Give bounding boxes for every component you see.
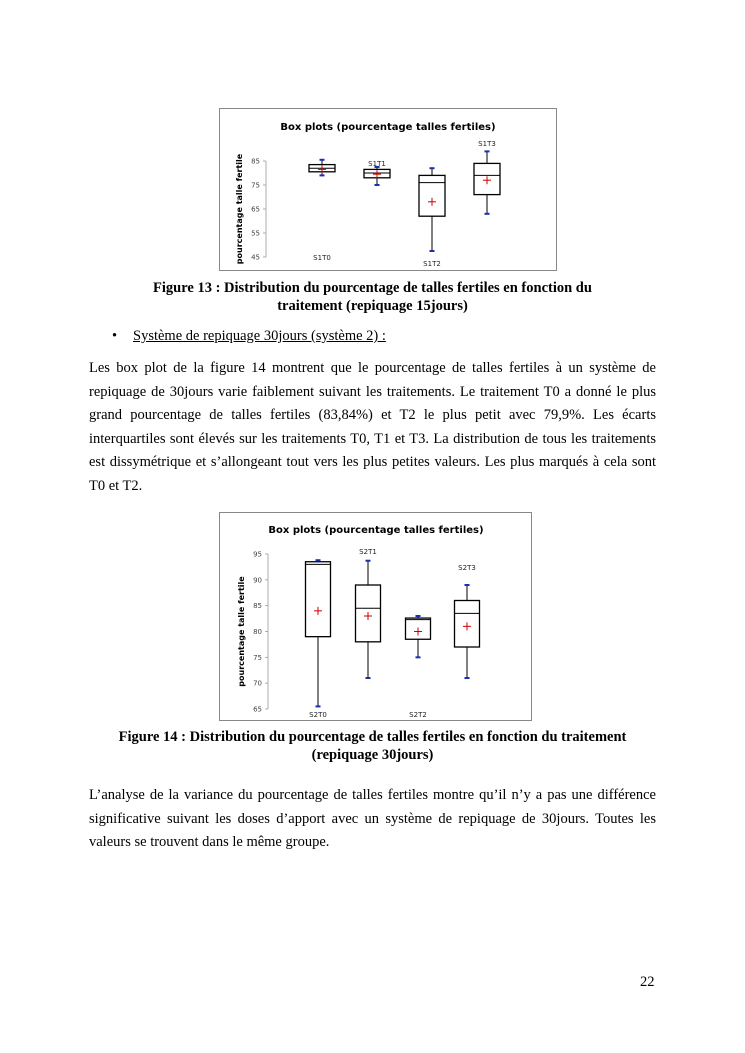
y-tick-label: 65 bbox=[253, 705, 262, 714]
series-label: S2T2 bbox=[409, 711, 427, 719]
y-tick-label: 65 bbox=[251, 205, 260, 214]
series-label: S1T1 bbox=[368, 160, 386, 168]
series-label: S2T3 bbox=[458, 564, 476, 572]
y-tick-label: 90 bbox=[253, 576, 262, 585]
series-label: S1T3 bbox=[478, 140, 496, 148]
series-label: S2T1 bbox=[359, 548, 377, 556]
section-heading: Système de repiquage 30jours (système 2) : bbox=[133, 328, 386, 344]
chart-title: Box plots (pourcentage talles fertiles) bbox=[280, 122, 496, 133]
paragraph-2 bbox=[89, 784, 656, 855]
y-tick-label: 85 bbox=[253, 602, 262, 611]
paragraph-1-line: Les box plot de la figure 14 montrent que le pourcentage de talles fertiles à un système de bbox=[89, 360, 656, 376]
paragraph-1-line: repiquage de 30jours varie faiblement suivant les traitements. Le traitement T0 a donné le plus bbox=[89, 383, 656, 400]
series-label: S1T0 bbox=[313, 254, 331, 262]
box-iqr bbox=[306, 562, 331, 637]
page-number: 22 bbox=[640, 974, 655, 990]
paragraph-2-line: valeurs se trouvent dans le même groupe. bbox=[89, 834, 330, 851]
paragraph-2-line: significative suivant les doses d’apport avec un système de repiquage de 30jours. Toutes les bbox=[89, 810, 656, 827]
paragraph-1-line: est dissymétrique et s’allongeant tout vers les plus petites valeurs. Les plus marqués à cela sont bbox=[89, 454, 656, 471]
figure13-chart bbox=[219, 108, 557, 271]
figure14-chart bbox=[219, 512, 532, 721]
paragraph-1-line: interquartiles sont élevés sur les traitements T0, T1 et T3. La distribution de tous les traitements bbox=[89, 430, 656, 447]
figure14-caption bbox=[0, 728, 745, 764]
y-axis-label: pourcentage talle fertile bbox=[237, 576, 246, 687]
box-iqr bbox=[419, 175, 445, 216]
y-tick-label: 45 bbox=[251, 253, 260, 262]
figure13-caption bbox=[0, 279, 745, 315]
paragraph-1-line: T0 et T2. bbox=[89, 477, 143, 494]
bullet-icon: • bbox=[112, 328, 118, 344]
figure14-caption-line2: (repiquage 30jours) bbox=[311, 747, 434, 763]
figure13-svg bbox=[220, 109, 556, 270]
y-tick-label: 75 bbox=[253, 653, 262, 662]
figure14-caption-line1: Figure 14 : Distribution du pourcentage de talles fertiles en fonction du traitement bbox=[118, 729, 627, 745]
y-tick-label: 55 bbox=[251, 229, 260, 238]
figure14-svg bbox=[220, 513, 531, 720]
y-tick-label: 80 bbox=[253, 628, 262, 636]
series-label: S1T2 bbox=[423, 260, 441, 268]
paragraph-1 bbox=[89, 357, 656, 499]
y-tick-label: 70 bbox=[253, 679, 262, 688]
figure13-caption-line1: Figure 13 : Distribution du pourcentage de talles fertiles en fonction du bbox=[153, 280, 592, 296]
y-tick-label: 75 bbox=[251, 181, 260, 190]
paragraph-2-line: L’analyse de la variance du pourcentage de talles fertiles montre qu’il n’y a pas une différence bbox=[89, 787, 656, 803]
y-tick-label: 95 bbox=[253, 550, 262, 559]
y-axis-label: pourcentage talle fertile bbox=[235, 153, 244, 265]
series-label: S2T0 bbox=[309, 711, 327, 719]
figure13-caption-line2: traitement (repiquage 15jours) bbox=[277, 298, 468, 314]
chart-title: Box plots (pourcentage talles fertiles) bbox=[268, 525, 484, 536]
paragraph-1-line: grand pourcentage de talles fertiles (83,84%) et T2 le plus petit avec 79,9%. Les écarts bbox=[89, 407, 656, 424]
y-tick-label: 85 bbox=[251, 157, 260, 166]
